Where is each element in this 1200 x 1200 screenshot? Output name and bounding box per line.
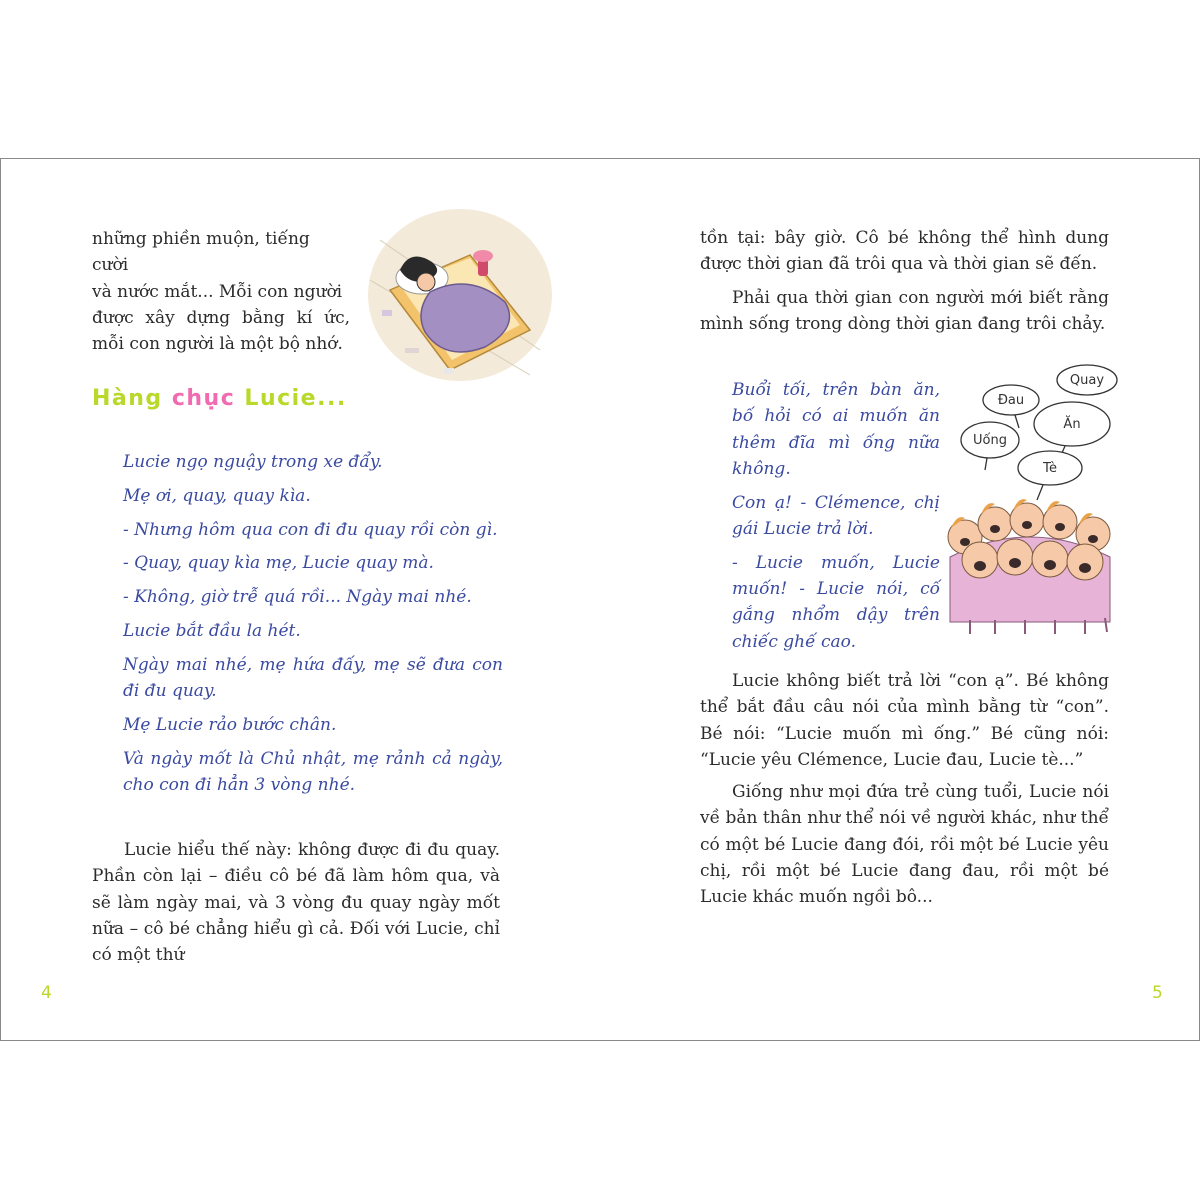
dialogue-line: Ngày mai nhé, mẹ hứa đấy, mẹ sẽ đưa con đi đu quay. [123,654,503,702]
bubble-label: Đau [997,393,1025,408]
heading-word: Hàng [92,386,163,411]
chapter-heading [92,386,347,411]
dialogue-line: Lucie ngọ nguậy trong xe đẩy. [123,452,383,472]
dialogue-line: - Lucie muốn, Lucie muốn! - Lucie nói, cố gắng nhổm dậy trên chiếc ghế cao. [732,552,940,652]
heading-word: Lucie... [244,386,347,411]
intro-line: và nước mắt... Mỗi con người [92,281,343,302]
right-paragraph-2: Phải qua thời gian con người mới biết rằng mình sống trong dòng thời gian đang trôi chảy. [700,288,1109,335]
dialogue-line: - Nhưng hôm qua con đi đu quay rồi còn gì. [123,519,498,540]
dialogue-line: - Quay, quay kìa mẹ, Lucie quay mà. [123,553,434,574]
speech-bubble-te [1018,451,1082,500]
speech-bubble-uong [961,422,1019,470]
bubble-label: Uống [973,433,1007,448]
dialogue-line: - Không, giờ trễ quá rồi... Ngày mai nhé. [123,587,472,608]
bubble-label: Quay [1069,373,1105,388]
page-number-left: 4 [41,983,52,1003]
dialogue-line: Mẹ ơi, quay, quay kìa. [123,485,311,506]
sleeping-girl-illustration [360,200,555,382]
speech-bubble-quay [1057,365,1117,395]
intro-line: mỗi con người là một bộ nhớ. [92,334,343,355]
intro-paragraph [92,226,350,357]
many-lucies-illustration [935,362,1125,637]
right-paragraph-3: Lucie không biết trả lời “con ạ”. Bé không thể bắt đầu câu nói của mình bằng từ “con”. Bé nói: “Lucie muốn mì ống.” Bé cũng nói: “Lucie yêu Clémence, Lucie đau, Lucie tè...” [700,671,1109,770]
right-paragraph-1: tồn tại: bây giờ. Cô bé không thể hình dung được thời gian đã trôi qua và thời gian sẽ đến. [700,228,1109,275]
page-number-right: 5 [1152,983,1163,1003]
dialogue-block [123,449,503,806]
children-crowd [948,499,1110,634]
bubble-label: Tè [1042,461,1058,476]
right-paragraph-4: Giống như mọi đứa trẻ cùng tuổi, Lucie nói về bản thân như thể nói về người khác, như thể có một bé Lucie đang đói, rồi một bé Lucie yêu chị, rồi một bé Lucie đang đau, rồi một bé Lucie khác muốn ngồi bô... [700,782,1109,908]
right-dialogue-block [732,377,940,662]
intro-line: được xây dựng bằng kí ức, [92,307,350,328]
dialogue-line: Buổi tối, trên bàn ăn, bố hỏi có ai muốn ăn thêm đĩa mì ống nữa không. [732,380,940,479]
bubble-label: Ăn [1063,417,1081,432]
intro-line: những phiền muộn, tiếng cười [92,229,310,276]
dialogue-line: Mẹ Lucie rảo bước chân. [123,714,337,735]
closing-paragraph: Lucie hiểu thế này: không được đi đu quay. Phần còn lại – điều cô bé đã làm hôm qua, và sẽ làm ngày mai, và 3 vòng đu quay ngày mốt nữa – cô bé chẳng hiểu gì cả. Đối với Lucie, chỉ có một thứ [92,840,500,966]
heading-word: chục [171,386,236,411]
dialogue-line: Lucie bắt đầu la hét. [123,620,301,641]
dialogue-line: Và ngày mốt là Chủ nhật, mẹ rảnh cả ngày, cho con đi hẳn 3 vòng nhé. [123,748,503,795]
dialogue-line: Con ạ! - Clémence, chị gái Lucie trả lời. [732,492,940,539]
